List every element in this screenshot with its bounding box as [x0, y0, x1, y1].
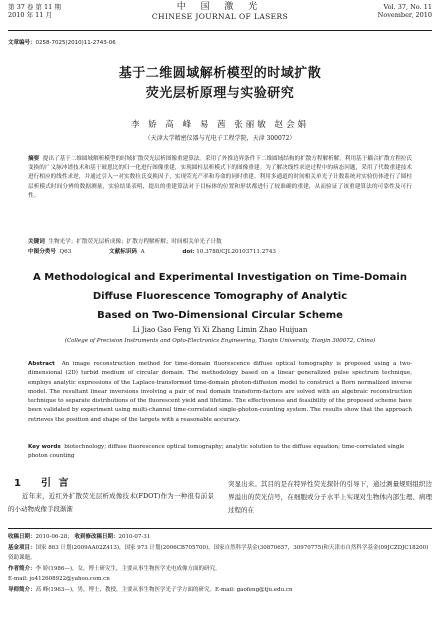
- title-en-line-2: Diffuse Fluorescence Tomography of Analytic: [92, 291, 348, 302]
- fund-label: 基金项目：: [8, 544, 36, 551]
- date-cn: 2010 年 11 月: [8, 11, 53, 19]
- clc-value: Q63: [59, 249, 72, 255]
- mentor-bio-label: 导师简介：: [8, 586, 36, 593]
- affiliation-cn: （天津大学精密仪器与光电子工程学院，天津 300072）: [144, 135, 296, 142]
- doc-code-value: A: [140, 249, 145, 255]
- classification-cn: [28, 248, 412, 256]
- mentor-note: [8, 585, 432, 596]
- footnotes: [8, 532, 432, 595]
- authors-cn: 李 娇 高 峰 易 茜 张丽敏 赵会娟: [131, 120, 309, 130]
- author-email: E-mail: jo412608922@yahoo.com.cn: [8, 576, 110, 582]
- header-center: [8, 2, 432, 21]
- keywords-cn-label: 关键词: [28, 239, 45, 245]
- article-number-value: 0258-7025(2010)11-2743-06: [35, 40, 116, 46]
- title-en: [0, 268, 440, 325]
- author-note: [8, 564, 432, 575]
- journal-name-cn: 中 国 激 光: [176, 2, 264, 12]
- article-number-label: 文章编号：: [8, 40, 36, 46]
- abstract-cn-label: 摘要: [28, 156, 40, 162]
- abstract-en-text: An image reconstruction method for time-domain fluorescence diffuse optical tomography is proposed using a two-dimensional (2D) turbid medium of circular domain. The methodology based on a linear generalized pulse spectrum technique, employs analytic expressions of the Laplace-transformed time-domain photon-diffusion model to construct a Born normalized inverse model. The resultant linear inversions involving a pair of real domain transform-factors are solved with an algebraic reconstruction technique to separate distributions of the fluorescent yield and lifetime. The effectiveness and feasibility of the proposed scheme have been validated by experiment using multi-channel time-correlated single-photon-counting system. The results show that the approach retrieves the position and shape of the targets with a reasonable accuracy.: [28, 361, 412, 423]
- keywords-cn-text: 生物光学；扩散荧光层析成像；扩散方程解析解；时间相关单光子计数: [48, 239, 222, 245]
- doi: [182, 249, 294, 255]
- body-right-column: 突显出来。其目的是在特异性荧光探针的引导下，通过测量规则组织边界溢出的荧光信号，在细胞或分子水平上实现对生物体内部生理、病理过程的在: [228, 480, 432, 514]
- clc-label: 中图分类号: [28, 249, 56, 255]
- doc-code: [109, 249, 163, 255]
- received-dates: [8, 532, 432, 543]
- section-heading: [14, 474, 70, 489]
- title-cn: [0, 64, 440, 104]
- abstract-cn-text: 提出了基于二维圆域解析模型的时域扩散荧光层析图像重建算法。采用了外推边界条件下二维圆域结构的扩散方程解析解，利用基于耦合扩散方程拉氏变换的广义脉冲谱技术和基于玻恩比的归一化进行图像重建，实现圆柱层析模式下的图像重建。为了解决线性求逆过程中的病态问题，采用了代数重建技术进行相应的线性求逆，并通过引入一对实数拉氏变换因子，实现荧光产率和寿命的同时重建。利用多通道的时间相关单光子计数系统对实验仿体进行了圆柱层析模式时间分辨的数据测量，实验结果表明，提出的重建算法对于目标体的位置和形状都进行了较准确的重建，从而验证了该重建算法的可靠性及可行性。: [28, 156, 412, 199]
- abstract-cn: [28, 155, 412, 201]
- doi-value: 10.3788/CJL20103711.2743: [196, 249, 276, 255]
- date-en: November, 2010: [377, 11, 432, 19]
- volume-cn: 第 37 卷 第 11 期: [8, 3, 61, 11]
- fund-text: 国家 863 计划(2009AA02Z413)，国家 973 计划(2006CB705700)，国家自然科学基金(30870657，30970775)和天津市自然科学基金(09JCZDJC18200)资助课题。: [8, 544, 429, 561]
- received-label: 收稿日期：: [8, 534, 36, 540]
- affiliation-en: (College of Precision Instruments and Opto-Electronics Engineering, Tianjin University, Tianjin 300072, China): [64, 338, 376, 344]
- keywords-en-text: biotechnology; diffuse fluorescence optical tomography; analytic solution to the diffuse equation; time-correlated single photon counting: [28, 444, 405, 460]
- header-rule: [8, 30, 432, 31]
- title-en-line-3: Based on Two-Dimensional Circular Scheme: [97, 310, 343, 321]
- author-bio-label: 作者简介：: [8, 565, 36, 572]
- article-number: [8, 38, 116, 46]
- volume-en: Vol. 37, No. 11: [383, 3, 432, 11]
- title-en-line-1: A Methodological and Experimental Investigation on Time-Domain: [33, 272, 407, 283]
- abstract-en: [28, 360, 412, 425]
- section-number: 1: [14, 478, 23, 489]
- keywords-en-label: Key words: [28, 444, 61, 450]
- journal-name-en: CHINESE JOURNAL OF LASERS: [151, 12, 289, 21]
- doc-code-label: 文献标识码: [109, 249, 138, 255]
- running-header: [8, 0, 432, 28]
- body-left-column: 近年来，近红外扩散荧光层析成像技术(FDOT)作为一种很有前景的小动物成像手段渐渐: [8, 492, 214, 513]
- abstract-en-label: Abstract: [28, 361, 55, 367]
- keywords-en: [28, 443, 412, 461]
- authors-en: Li Jiao Gao Feng Yi Xi Zhang Limin Zhao Huijuan: [132, 326, 308, 334]
- title-cn-line-1: 基于二维圆域解析模型的时域扩散: [118, 66, 322, 81]
- author-bio: 李 娇(1986—)，女，博士研究生，主要从事生物医学光电成像方面的研究。: [35, 565, 221, 572]
- mentor-bio: 高 峰(1963—)，男，博士，教授，主要从事生物医学光子学方面的研究。E-mail: gaofeng@tju.edu.cn: [35, 586, 293, 593]
- clc-number: [28, 249, 89, 255]
- keywords-cn: [28, 238, 412, 246]
- received-date: 2010-06-28；: [35, 534, 73, 540]
- header-right: [378, 3, 432, 19]
- fund-note: [8, 543, 432, 564]
- title-cn-line-2: 荧光层析原理与实验研究: [145, 86, 295, 101]
- revised-date: 2010-07-31: [118, 534, 151, 540]
- section-title: 引 言: [40, 478, 71, 489]
- revised-label: 收到修改稿日期：: [74, 534, 119, 540]
- doi-label: doi:: [182, 249, 195, 255]
- footnote-rule: [8, 528, 432, 529]
